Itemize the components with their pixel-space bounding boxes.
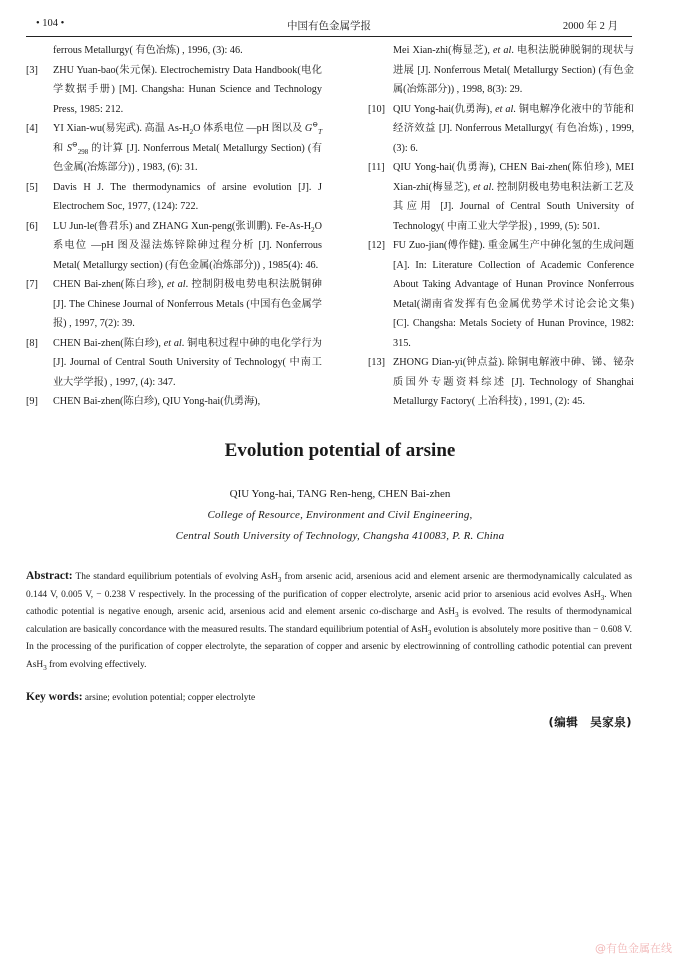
- reference-item: [368, 353, 634, 412]
- reference-text: CHEN Bai-zhen(陈白珍), QIU Yong-hai(仇勇海),: [53, 396, 261, 407]
- reference-continuation: ferrous Metallurgy( 有色冶炼) , 1996, (3): 46.: [53, 45, 243, 56]
- reference-item: [26, 61, 322, 120]
- reference-item: [368, 100, 634, 159]
- journal-name: 中国有色金属学报: [287, 21, 371, 32]
- reference-item: [26, 334, 322, 393]
- abstract-label: Abstract:: [26, 570, 73, 582]
- reference-text: QIU Yong-hai(仇勇海), et al. 铜电解净化液中的节能和经济效益 [J]. Nonferrous Metallurgy( 有色冶炼) , 1999, (3): 6.: [393, 103, 635, 154]
- reference-number: [9]: [26, 396, 38, 407]
- reference-number: [12]: [368, 240, 385, 251]
- issue-date: 2000 年 2 月: [562, 21, 618, 32]
- reference-item: [26, 392, 322, 412]
- keywords: [26, 691, 632, 703]
- reference-text: YI Xian-wu(易宪武). 高温 $As-H_2O$ 体系电位 —pH 图以及 $G^⊖_T$ 和 $S^⊖_{298}$ 的计算 [J]. Nonferrous Metal( Metallurgy Section) (有色金属(冶炼部分)) , 1983, (6): 31.: [53, 120, 323, 173]
- reference-number: [11]: [368, 162, 385, 173]
- abstract-text: The standard equilibrium potentials of evolving AsH$_3$ from arsenic acid, arsenious acid and element arsenic are thermodynamically calculated as 0.144 V, 0.005 V, − 0.238 V respectively. In the processing of the purification of copper electrolyte, arsenic acid prior to arsenious acid evolves AsH$_3$. When cathodic potential is negative enough, arsenic acid, arsenious acid and element arsenic co-discharge and AsH$_3$ is evolved. The results of thermodynamical calculation are basically concordance with the measured results. The standard equilibrium potential of AsH$_3$ evolution is absolutely more positive than − 0.608 V. In the processing of the purification of copper electrolyte, the separation of copper and arsenic by electrowinning of controlling cathodic potential can prevent AsH$_3$ from evolving effectively.: [26, 572, 633, 672]
- editor-note: (编辑 吴家泉): [548, 715, 632, 729]
- keywords-text: arsine; evolution potential; copper electrolyte: [82, 693, 256, 703]
- reference-text: ZHU Yuan-bao(朱元保). Electrochemistry Data Handbook(电化学数据手册) [M]. Changsha: Hunan Science and Technology Press, 1985: 212.: [53, 64, 322, 115]
- affiliation-line-1: College of Resource, Environment and Civil Engineering,: [207, 509, 473, 521]
- reference-number: [8]: [26, 337, 38, 349]
- reference-text: ZHONG Dian-yi(钟点益). 除铜电解液中砷、锑、铋杂质国外专题资料综述 [J]. Technology of Shanghai Metallurgy Factory( 上冶科技) , 1991, (2): 45.: [393, 357, 634, 407]
- article-authors: QIU Yong-hai, TANG Ren-heng, CHEN Bai-zhen: [229, 488, 451, 500]
- running-header: [26, 14, 632, 37]
- reference-item: [26, 119, 322, 178]
- abstract: [26, 568, 632, 674]
- reference-number: [7]: [26, 279, 38, 290]
- reference-continuation: Mei Xian-zhi(梅显芝), et al. 电积法脱砷脱铜的现状与进展 [J]. Nonferrous Metal( Metallurgy Section) (有色金属(冶炼部分)) , 1998, 8(3): 29.: [393, 45, 634, 95]
- reference-number: [4]: [26, 123, 38, 134]
- reference-number: [5]: [26, 181, 38, 193]
- reference-item: [26, 217, 322, 276]
- reference-item: [26, 178, 322, 217]
- reference-number: [10]: [368, 103, 385, 115]
- reference-text: FU Zuo-jian(傅作健). 重金属生产中砷化氢的生成问题 [A]. In: Literature Collection of Academic Conference About Taking Advantage of Hunan Province Nonferrous Metal(湖南省发挥有色金属优势学术讨论会论文集) [C]. Changsha: Metals Society of Hunan Province, 1982: 315.: [393, 240, 634, 349]
- reference-text: QIU Yong-hai(仇勇海), CHEN Bai-zhen(陈伯珍), MEI Xian-zhi(梅显芝), et al. 控制阴极电势电积法新工艺及其应用 [J]. Journal of Central South University of Technology( 中南工业大学学报) , 1999, (5): 501.: [393, 162, 635, 232]
- reference-text: CHEN Bai-zhen(陈白珍), et al. 控制阴极电势电积法脱铜砷 [J]. The Chinese Journal of Nonferrous Metals (中国有色金属学报) , 1997, 7(2): 39.: [53, 279, 322, 329]
- references-left-column: [26, 41, 322, 412]
- reference-text: CHEN Bai-zhen(陈白珍), et al. 铜电积过程中砷的电化学行为 [J]. Journal of Central South University of Technology( 中南工业大学学报) , 1997, (4): 347.: [53, 337, 322, 388]
- reference-item: [26, 275, 322, 334]
- reference-text: LU Jun-le(鲁君乐) and ZHANG Xun-peng(张训鹏). $Fe-As-H_2O$ 系电位 —pH 图及湿法炼锌除砷过程分析 [J]. Nonferrous Metal( Metallurgy section) (有色金属(冶炼部分)) , 1985(4): 46.: [53, 220, 322, 271]
- watermark: @有色金属在线: [595, 942, 672, 955]
- reference-number: [13]: [368, 357, 385, 368]
- keywords-label: Key words:: [26, 691, 83, 703]
- reference-item: [368, 158, 634, 236]
- references-right-column: [368, 41, 634, 412]
- reference-number: [6]: [26, 220, 38, 232]
- page-number: • 104 •: [36, 18, 65, 29]
- article-title: Evolution potential of arsine: [224, 440, 456, 461]
- affiliation-line-2: Central South University of Technology, Changsha 410083, P. R. China: [175, 530, 505, 542]
- reference-text: Davis H J. The thermodynamics of arsine evolution [J]. J Electrochem Soc, 1977, (124): 722.: [53, 181, 322, 212]
- reference-number: [3]: [26, 64, 38, 76]
- reference-item: [368, 236, 634, 353]
